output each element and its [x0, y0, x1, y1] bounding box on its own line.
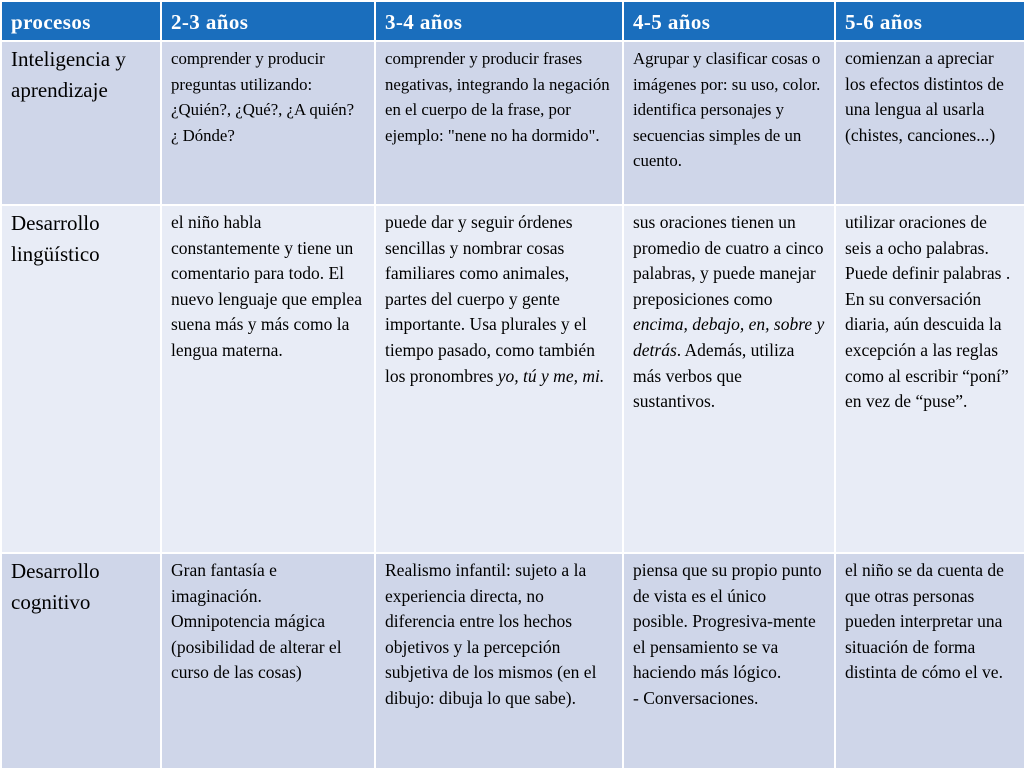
row-label-cognitivo: Desarrollo cognitivo	[1, 553, 161, 769]
cell-cognitivo-4-5-text: piensa que su propio punto de vista es el único posible. Progresiva-mente el pensamiento se va haciendo más lógico.	[633, 560, 822, 683]
cell-linguistico-4-5-text-a: sus oraciones tienen un promedio de cuatro a cinco palabras, y puede manejar preposiciones como	[633, 212, 824, 309]
cell-linguistico-4-5	[623, 205, 835, 553]
cell-cognitivo-4-5	[623, 553, 835, 769]
cell-cognitivo-5-6: el niño se da cuenta de que otras personas pueden interpretar una situación de forma distinta de cómo el ve.	[835, 553, 1024, 769]
cell-inteligencia-2-3: comprender y producir preguntas utilizando: ¿Quién?, ¿Qué?, ¿A quién? ¿ Dónde?	[161, 41, 375, 205]
cell-cognitivo-2-3: Gran fantasía e imaginación. Omnipotencia mágica (posibilidad de alterar el curso de las cosas)	[161, 553, 375, 769]
cell-linguistico-5-6: utilizar oraciones de seis a ocho palabras. Puede definir palabras . En su conversación diaria, aún descuida la excepción a las reglas como al escribir “poní” en vez de “puse”.	[835, 205, 1024, 553]
cell-linguistico-4-5-text-c: . Además, utiliza más verbos que sustantivos.	[633, 339, 795, 412]
cell-linguistico-3-4-text: puede dar y seguir órdenes sencillas y nombrar cosas familiares como animales, partes del cuerpo y gente importante. Usa plurales y el tiempo pasado, como también los pronombres	[385, 212, 595, 386]
header-2-3-years: 2-3 años	[161, 1, 375, 41]
cell-linguistico-3-4-italic: yo, tú y me, mi.	[497, 365, 605, 386]
header-4-5-years: 4-5 años	[623, 1, 835, 41]
cell-cognitivo-3-4: Realismo infantil: sujeto a la experiencia directa, no diferencia entre los hechos objetivos y la percepción subjetiva de los mismos (en el dibujo: dibuja lo que sabe).	[375, 553, 623, 769]
table-row-inteligencia	[1, 41, 1024, 205]
header-procesos: procesos	[1, 1, 161, 41]
header-3-4-years: 3-4 años	[375, 1, 623, 41]
row-label-linguistico: Desarrollo lingüístico	[1, 205, 161, 553]
cell-linguistico-3-4	[375, 205, 623, 553]
cell-cognitivo-4-5-note: - Conversaciones.	[633, 687, 759, 708]
cell-inteligencia-4-5: Agrupar y clasificar cosas o imágenes por: su uso, color. identifica personajes y secuencias simples de un cuento.	[623, 41, 835, 205]
cell-inteligencia-3-4: comprender y producir frases negativas, integrando la negación en el cuerpo de la frase, por ejemplo: "nene no ha dormido".	[375, 41, 623, 205]
header-row	[1, 1, 1024, 41]
table-row-linguistico	[1, 205, 1024, 553]
header-5-6-years: 5-6 años	[835, 1, 1024, 41]
cell-linguistico-2-3: el niño habla constantemente y tiene un comentario para todo. El nuevo lenguaje que emplea suena más y más como la lengua materna.	[161, 205, 375, 553]
row-label-inteligencia: Inteligencia y aprendizaje	[1, 41, 161, 205]
table-row-cognitivo	[1, 553, 1024, 769]
cell-inteligencia-5-6: comienzan a apreciar los efectos distintos de una lengua al usarla (chistes, canciones...)	[835, 41, 1024, 205]
cell-linguistico-4-5-italic: encima, debajo, en, sobre y detrás	[633, 314, 825, 360]
